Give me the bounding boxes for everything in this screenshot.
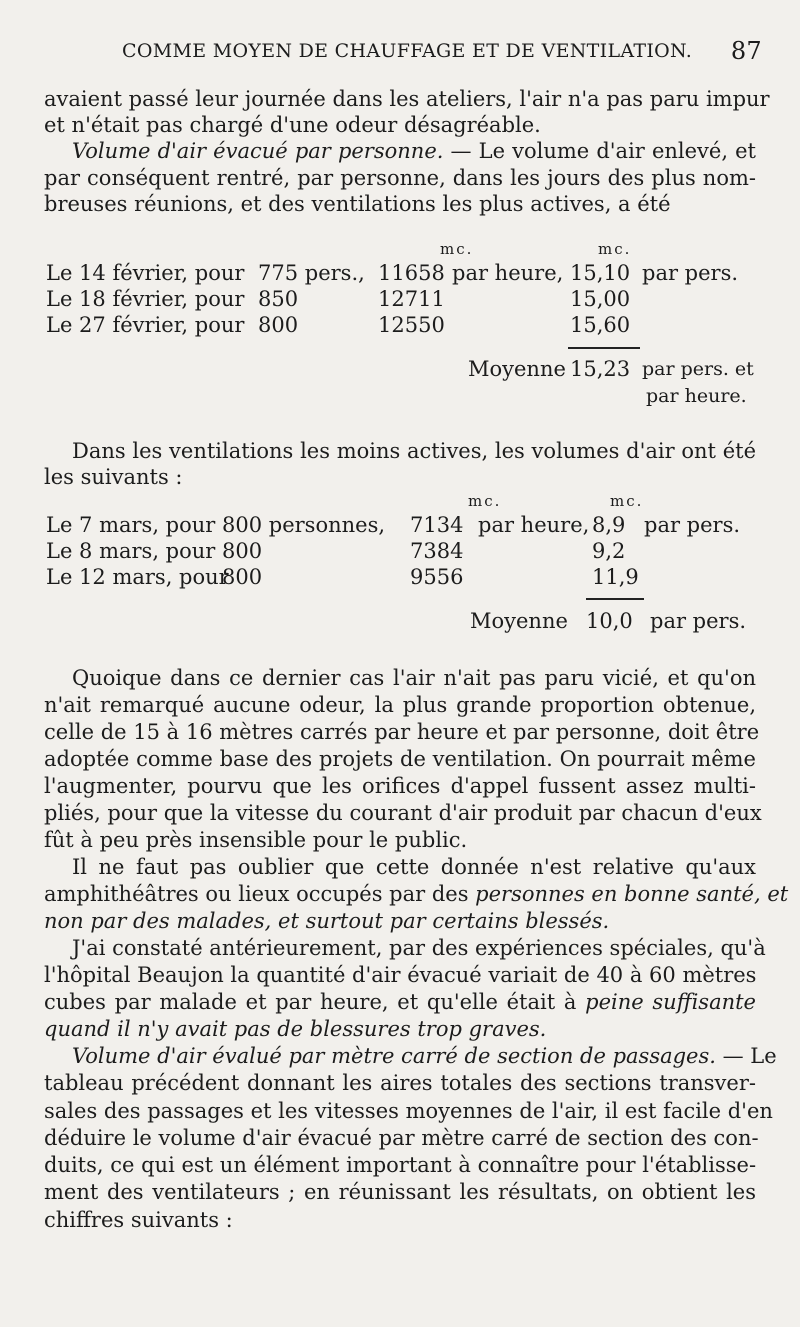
text-line: déduire le volume d'air évacué par mètre carré de section des con- <box>44 1126 759 1150</box>
text-line: avaient passé leur journée dans les ateliers, l'air n'a pas paru impur <box>44 87 770 111</box>
text-line: non par des malades, et surtout par certains blessés. <box>44 909 610 933</box>
page-number: 87 <box>730 37 762 65</box>
unit-label: mc. <box>598 240 632 258</box>
text-line: breuses réunions, et des ventilations les plus actives, a été <box>44 192 671 216</box>
text-line: ment des ventilateurs ; en réunissant les résultats, on obtient les <box>44 1180 756 1204</box>
sum-rule <box>586 598 644 600</box>
text-line: fût à peu près insensible pour le public. <box>44 828 468 852</box>
text-line: duits, ce qui est un élément important à connaître pour l'établisse- <box>44 1153 757 1177</box>
unit-label: mc. <box>440 240 474 258</box>
text-line: et n'était pas chargé d'une odeur désagréable. <box>44 113 541 137</box>
text-line: chiffres suivants : <box>44 1208 233 1232</box>
paragraph-heading-line: Volume d'air évacué par personne. — Le volume d'air enlevé, et <box>72 139 756 163</box>
book-page: COMME MOYEN DE CHAUFFAGE ET DE VENTILATION. 87 avaient passé leur journée dans les ateliers, l'air n'a pas paru impur et n'était pas chargé d'une odeur désagréable. Volume d'air évacué par personne. — Le volume d'air enlevé, et par conséquent rentré, par personne, dans les jours des plus nom- breuses réunions, et des ventilations les plus actives, a été mc. mc. Le 14 février, pour 775 pers., 11658 par heure, 15,10 par pers. Le 18 février, pour 850 12711 15,00 Le 27 février, pour 800 12550 15,60 Moyenne 15,23 par pers. et par heure. Dans les ventilations les moins actives, les volumes d'air ont été les suivants : mc. mc. Le 7 mars, pour 800 personnes, 7134 par heure, 8,9 par pers. Le 8 mars, pour 800 7384 9,2 Le 12 mars, pour 800 9556 11,9 Moyenne 10,0 par pers. Quoique dans ce dernier cas l'air n'ait pas paru vicié, et qu'on n'ait remarqué aucune odeur, la plus grande proportion obtenue, celle de 15 à 16 mètres carrés par heure et par personne, doit être adoptée comme base des projets de ventilation. On pourrait même l'augmenter, pourvu que les orifices d'appel fussent assez multi- pliés, pour que la vitesse du courant d'air produit par chacun d'eux fût à peu près insensible pour le public. Il ne faut pas oublier que cette donnée n'est relative qu'aux amphithéâtres ou lieux occupés par des personnes en bonne santé, et non par des malades, et surtout par certains blessés. J'ai constaté antérieurement, par des expériences spéciales, qu'à l'hôpital Beaujon la quantité d'air évacué variait de 40 à 60 mètres cubes par malade et par heure, et qu'elle était à peine suffisante quand il n'y avait pas de blessures trop graves. Volume d'air évalué par mètre carré de section de passages. — Le tableau précédent donnant les aires totales des sections transver- sales des passages et les vitesses moyennes de l'air, il est facile d'en déduire le volume d'air évacué par mètre carré de section des con- duits, ce qui est un élément important à connaître pour l'établisse- ment des ventilateurs ; en réunissant les résultats, on obtient les chiffres suivants : <box>0 0 800 1327</box>
text-line: Il ne faut pas oublier que cette donnée n'est relative qu'aux <box>72 855 756 879</box>
text-line: l'augmenter, pourvu que les orifices d'appel fussent assez multi- <box>44 774 756 798</box>
text-line: pliés, pour que la vitesse du courant d'air produit par chacun d'eux <box>44 801 762 825</box>
text-line: sales des passages et les vitesses moyennes de l'air, il est facile d'en <box>44 1099 773 1123</box>
running-header <box>122 37 762 67</box>
text-line: adoptée comme base des projets de ventilation. On pourrait même <box>44 747 756 771</box>
text-line: amphithéâtres ou lieux occupés par des personnes en bonne santé, et <box>44 882 789 906</box>
running-title: COMME MOYEN DE CHAUFFAGE ET DE VENTILATION. <box>122 40 693 62</box>
text-line: par conséquent rentré, par personne, dans les jours des plus nom- <box>44 166 756 190</box>
text-line: J'ai constaté antérieurement, par des expériences spéciales, qu'à <box>72 936 766 960</box>
text-line: Quoique dans ce dernier cas l'air n'ait pas paru vicié, et qu'on <box>72 666 756 690</box>
text-line: n'ait remarqué aucune odeur, la plus grande proportion obtenue, <box>44 693 756 717</box>
text-line: l'hôpital Beaujon la quantité d'air évacué variait de 40 à 60 mètres <box>44 963 757 987</box>
text-line: celle de 15 à 16 mètres carrés par heure et par personne, doit être <box>44 720 760 744</box>
unit-label: mc. <box>468 492 502 510</box>
text-line: cubes par malade et par heure, et qu'elle était à peine suffisante <box>44 990 756 1014</box>
text-line: Dans les ventilations les moins actives, les volumes d'air ont été <box>72 439 756 463</box>
text-line: les suivants : <box>44 465 183 489</box>
paragraph-heading: Volume d'air évacué par personne. <box>72 139 444 163</box>
paragraph-heading-line: Volume d'air évalué par mètre carré de section de passages. — Le <box>72 1044 777 1068</box>
sum-rule <box>568 347 640 349</box>
unit-label: mc. <box>610 492 644 510</box>
paragraph-heading: Volume d'air évalué par mètre carré de section de passages. <box>72 1044 716 1068</box>
text-line: tableau précédent donnant les aires totales des sections transver- <box>44 1071 756 1095</box>
text-line: quand il n'y avait pas de blessures trop graves. <box>44 1017 547 1041</box>
